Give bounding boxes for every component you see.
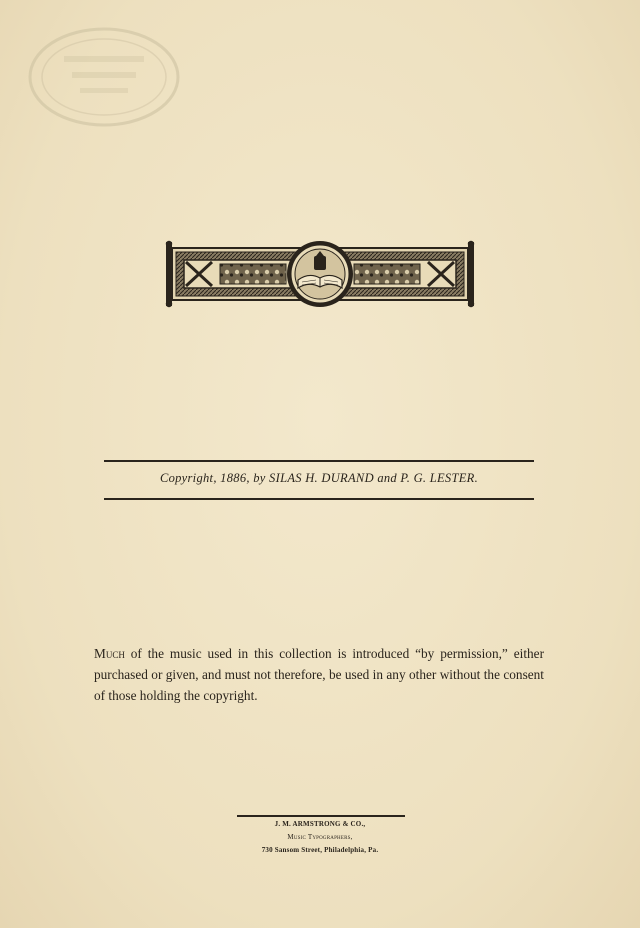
ornamental-banner: [164, 238, 476, 310]
permission-notice: [94, 643, 544, 706]
printer-name: J. M. ARMSTRONG & CO.,: [274, 820, 366, 828]
imprint-rule: [237, 815, 405, 817]
notice-lead-word: Much: [94, 646, 125, 662]
printer-imprint: [230, 818, 410, 857]
show-through-decoration: [0, 190, 640, 228]
printer-address: 730 Sansom Street, Philadelphia, Pa.: [261, 846, 379, 854]
bottom-rule: [104, 498, 534, 500]
printer-role: Music Typographers,: [287, 833, 353, 841]
top-rule: [104, 460, 534, 462]
library-stamp-icon: [24, 22, 184, 132]
notice-body: of the music used in this collection is introduced “by permission,” either purchased or given, and must not therefore, be used in any other without the consent of those holding the copyright.: [94, 646, 544, 704]
copyright-line: Copyright, 1886, by SILAS H. DURAND and P. G. LESTER.: [159, 471, 479, 485]
